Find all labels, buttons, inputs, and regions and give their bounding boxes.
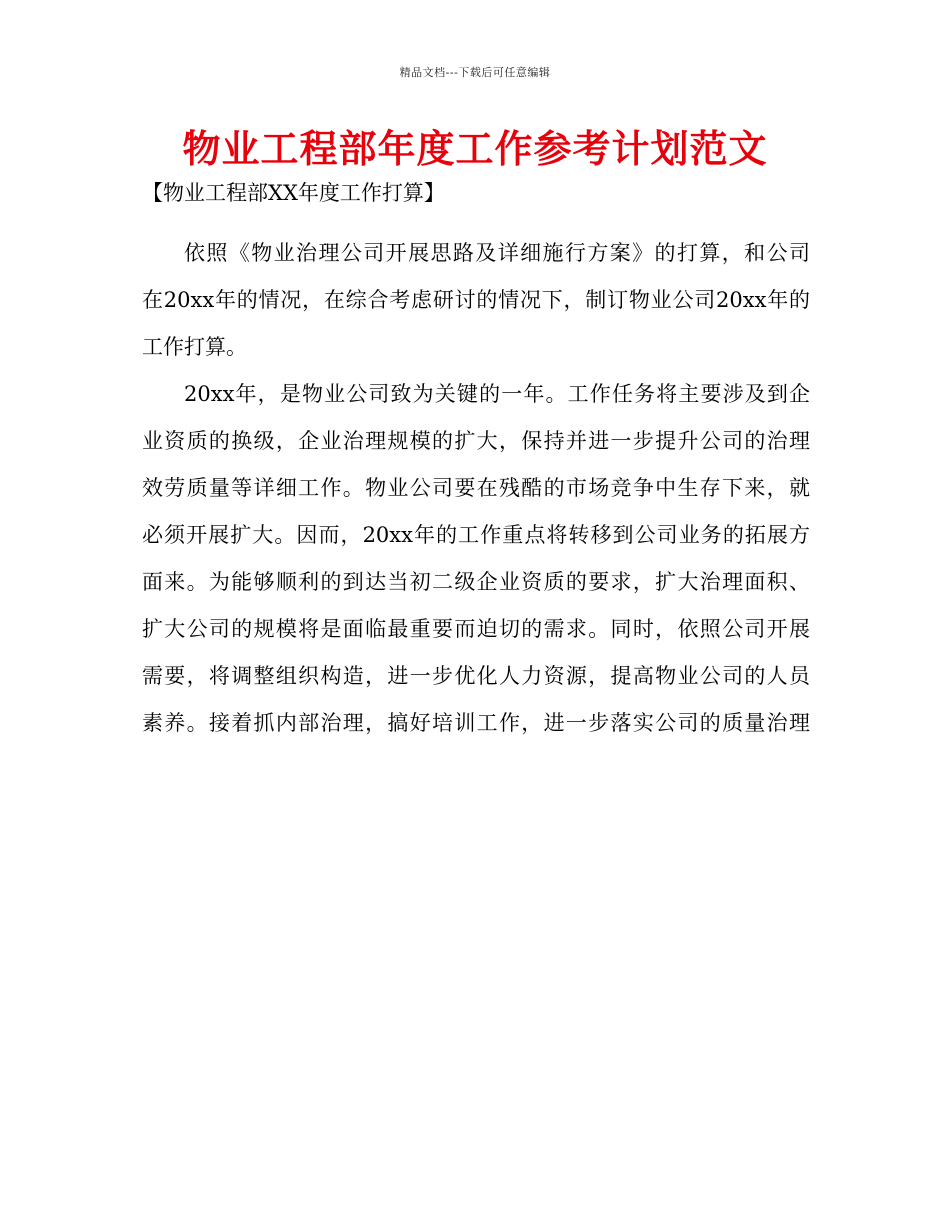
paragraph-line: 效劳质量等详细工作。物业公司要在残酷的市场竞争中生存下来，就 bbox=[142, 476, 810, 500]
document-subtitle: 【物业工程部XX年度工作打算】 bbox=[142, 181, 445, 205]
paragraph-line: 素养。接着抓内部治理，搞好培训工作，进一步落实公司的质量治理 bbox=[142, 711, 810, 735]
paragraph-line: 业资质的换级，企业治理规模的扩大，保持并进一步提升公司的治理 bbox=[142, 429, 810, 453]
paragraph-line: 面来。为能够顺利的到达当初二级企业资质的要求，扩大治理面积、 bbox=[142, 570, 810, 594]
paragraph-line: 扩大公司的规模将是面临最重要而迫切的需求。同时，依照公司开展 bbox=[142, 617, 810, 641]
paragraph-line: 20xx年，是物业公司致为关键的一年。工作任务将主要涉及到企 bbox=[184, 382, 810, 406]
paragraph-line: 依照《物业治理公司开展思路及详细施行方案》的打算，和公司 bbox=[184, 241, 810, 265]
paragraph-line: 工作打算。 bbox=[142, 335, 247, 359]
paragraph-2 bbox=[142, 371, 810, 747]
paragraph-line: 在20xx年的情况，在综合考虑研讨的情况下，制订物业公司20xx年的 bbox=[142, 288, 810, 312]
paragraph-line: 必须开展扩大。因而，20xx年的工作重点将转移到公司业务的拓展方 bbox=[142, 523, 810, 547]
document-title: 物业工程部年度工作参考计划范文 bbox=[182, 127, 768, 171]
document-body bbox=[142, 230, 810, 747]
header-note: 精品文档---下载后可任意编辑 bbox=[399, 66, 551, 79]
paragraph-1 bbox=[142, 230, 810, 371]
paragraph-line: 需要，将调整组织构造，进一步优化人力资源，提高物业公司的人员 bbox=[142, 664, 810, 688]
